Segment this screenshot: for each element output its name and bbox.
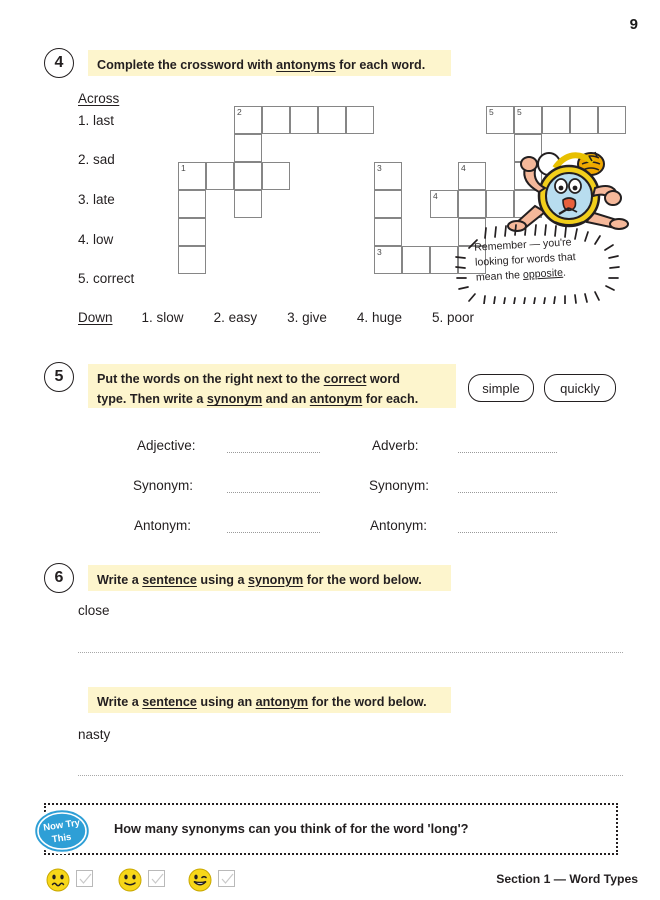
across-clue-2-word: sad bbox=[93, 152, 115, 167]
crossword-cell-number: 4 bbox=[433, 191, 438, 201]
down-heading: Down bbox=[78, 310, 113, 325]
question-5-instruction bbox=[88, 364, 456, 408]
crossword-cell-r0-c2[interactable] bbox=[234, 106, 262, 134]
q5-l1-keyword: correct bbox=[323, 372, 367, 386]
crossword-cell-r0-c6[interactable] bbox=[346, 106, 374, 134]
across-heading: Across bbox=[78, 91, 120, 106]
tickbox-happy-wink[interactable] bbox=[218, 870, 235, 887]
down-clue-5-number: 5. bbox=[432, 310, 444, 325]
crossword-cell-r3-c7[interactable] bbox=[374, 190, 402, 218]
crossword-cell-number: 4 bbox=[461, 163, 466, 173]
answer-line-antonym-right[interactable] bbox=[458, 532, 557, 533]
now-try-this-box bbox=[44, 803, 618, 855]
down-clue-2-word: easy bbox=[228, 310, 258, 325]
remember-line-3-post: . bbox=[562, 266, 567, 279]
down-clue-4-number: 4. bbox=[356, 310, 369, 325]
label-adverb: Adverb: bbox=[372, 438, 419, 453]
crossword-cell-r4-c0[interactable] bbox=[178, 218, 206, 246]
q6-p1-c: for the word below. bbox=[303, 573, 422, 587]
down-clue-1 bbox=[142, 310, 184, 325]
crossword-cell-number: 1 bbox=[181, 163, 186, 173]
section-label: Section 1 — Word Types bbox=[496, 872, 638, 886]
crossword-cell-r2-c0[interactable] bbox=[178, 162, 206, 190]
crossword-cell-r0-c13[interactable] bbox=[542, 106, 570, 134]
crossword-cell-r3-c10[interactable] bbox=[458, 190, 486, 218]
q6-p1-keyword-1: sentence bbox=[142, 573, 197, 587]
crossword-cell-r2-c2[interactable] bbox=[234, 162, 262, 190]
question-4-number: 4 bbox=[44, 48, 74, 78]
down-clue-1-number: 1. bbox=[141, 310, 153, 325]
badge-line-2-text: This bbox=[51, 831, 73, 846]
crossword-cell-number: 3 bbox=[377, 163, 382, 173]
across-clue-4-word: low bbox=[93, 232, 114, 247]
q4-instruction-pre: Complete the crossword with bbox=[97, 58, 277, 72]
question-4-instruction bbox=[88, 50, 451, 76]
down-clue-3-number: 3. bbox=[287, 310, 299, 325]
q5-instruction-line-1 bbox=[97, 369, 447, 389]
down-clue-row bbox=[78, 310, 474, 325]
q6-answer-line-1[interactable] bbox=[78, 652, 623, 653]
crossword-cell-r5-c8[interactable] bbox=[402, 246, 430, 274]
down-clue-5 bbox=[432, 310, 474, 325]
question-6-instruction-antonym bbox=[88, 687, 451, 713]
running-clock-mascot-icon bbox=[505, 148, 633, 236]
crossword-cell-r0-c3[interactable] bbox=[262, 106, 290, 134]
crossword-cell-r5-c0[interactable] bbox=[178, 246, 206, 274]
page-number: 9 bbox=[629, 16, 638, 33]
q6-answer-line-2[interactable] bbox=[78, 775, 623, 776]
across-clue-3 bbox=[78, 192, 115, 207]
down-clue-1-word: slow bbox=[156, 310, 184, 325]
label-synonym-right: Synonym: bbox=[369, 478, 430, 493]
check-icon bbox=[221, 873, 234, 886]
crossword-cell-r2-c3[interactable] bbox=[262, 162, 290, 190]
question-6-instruction-synonym bbox=[88, 565, 451, 591]
crossword-cell-r1-c2[interactable] bbox=[234, 134, 262, 162]
down-clue-5-word: poor bbox=[447, 310, 475, 325]
label-adjective: Adjective: bbox=[137, 438, 196, 453]
q4-instruction-keyword: antonyms bbox=[276, 58, 336, 72]
across-clue-1-word: last bbox=[93, 113, 115, 128]
crossword-cell-r2-c1[interactable] bbox=[206, 162, 234, 190]
crossword-cell-r0-c12[interactable] bbox=[514, 106, 542, 134]
tickbox-neutral[interactable] bbox=[148, 870, 165, 887]
remember-line-1: Remember — you're bbox=[473, 236, 572, 254]
across-clue-4 bbox=[78, 232, 113, 247]
crossword-cell-r0-c15[interactable] bbox=[598, 106, 626, 134]
label-antonym-right: Antonym: bbox=[370, 518, 428, 533]
down-clue-3-word: give bbox=[302, 310, 327, 325]
crossword-cell-r0-c4[interactable] bbox=[290, 106, 318, 134]
badge-line-1-text: Now Try bbox=[42, 817, 81, 834]
across-clue-3-number: 3. bbox=[78, 192, 90, 207]
now-try-this-badge bbox=[32, 808, 92, 854]
remember-speech-bubble bbox=[455, 224, 627, 304]
now-try-this-text: How many synonyms can you think of for the word 'long'? bbox=[114, 821, 469, 836]
crossword-cell-r0-c5[interactable] bbox=[318, 106, 346, 134]
answer-line-antonym-left[interactable] bbox=[227, 532, 320, 533]
q6-word-nasty: nasty bbox=[78, 727, 111, 742]
remember-line-2: looking for words that bbox=[474, 251, 576, 269]
answer-line-adverb[interactable] bbox=[458, 452, 557, 453]
across-clue-1 bbox=[78, 113, 114, 128]
crossword-cell-number: 5 bbox=[517, 107, 522, 117]
crossword-cell-number: 3 bbox=[377, 247, 382, 257]
label-synonym-left: Synonym: bbox=[133, 478, 194, 493]
check-icon bbox=[79, 873, 92, 886]
q5-l2-keyword-2: antonym bbox=[309, 392, 363, 407]
across-clue-1-number: 1. bbox=[78, 113, 90, 128]
q6-word-close: close bbox=[78, 603, 110, 618]
word-pill-quickly[interactable]: quickly bbox=[544, 374, 616, 402]
q6-p2-a: Write a bbox=[97, 695, 143, 709]
q5-l2-keyword-1: synonym bbox=[206, 392, 263, 407]
down-clue-3 bbox=[287, 310, 327, 325]
q6-p1-b: using a bbox=[196, 573, 248, 587]
smiley-neutral[interactable] bbox=[118, 868, 142, 897]
q5-l2-b: and an bbox=[262, 392, 310, 407]
across-clue-5-number: 5. bbox=[78, 271, 90, 286]
crossword-cell-r4-c7[interactable] bbox=[374, 218, 402, 246]
label-antonym-left: Antonym: bbox=[134, 518, 192, 533]
q6-p2-b: using an bbox=[196, 695, 256, 709]
down-clue-4-word: huge bbox=[371, 310, 402, 325]
across-clue-3-word: late bbox=[93, 192, 115, 207]
crossword-cell-r0-c14[interactable] bbox=[570, 106, 598, 134]
q5-l1-b: word bbox=[366, 372, 400, 386]
across-clue-2 bbox=[78, 152, 115, 167]
across-clue-5-word: correct bbox=[93, 271, 135, 286]
tickbox-sad[interactable] bbox=[76, 870, 93, 887]
down-clue-2-number: 2. bbox=[213, 310, 225, 325]
crossword-cell-r3-c0[interactable] bbox=[178, 190, 206, 218]
crossword-cell-r3-c2[interactable] bbox=[234, 190, 262, 218]
q5-instruction-line-2 bbox=[97, 389, 447, 409]
remember-line-3-pre: mean the bbox=[475, 269, 524, 284]
crossword-cell-r2-c7[interactable] bbox=[374, 162, 402, 190]
q4-instruction-post: for each word. bbox=[335, 58, 426, 72]
crossword-cell-number: 2 bbox=[237, 107, 242, 117]
q5-l1-a: Put the words on the right next to the bbox=[97, 372, 324, 386]
down-clue-2 bbox=[214, 310, 258, 325]
smiley-happy-wink[interactable] bbox=[188, 868, 212, 897]
q6-p2-c: for the word below. bbox=[308, 695, 427, 709]
question-6-number: 6 bbox=[44, 563, 74, 593]
word-pill-simple[interactable]: simple bbox=[468, 374, 534, 402]
crossword-cell-r3-c9[interactable] bbox=[430, 190, 458, 218]
smiley-sad[interactable] bbox=[46, 868, 70, 897]
across-clue-2-number: 2. bbox=[78, 152, 90, 167]
crossword-cell-r2-c10[interactable] bbox=[458, 162, 486, 190]
answer-line-synonym-left[interactable] bbox=[227, 492, 320, 493]
q5-l2-c: for each. bbox=[362, 392, 419, 407]
across-clue-4-number: 4. bbox=[78, 232, 90, 247]
q5-l2-a: type. Then write a bbox=[97, 392, 207, 407]
remember-text bbox=[474, 233, 608, 285]
crossword-cell-r5-c9[interactable] bbox=[430, 246, 458, 274]
across-clue-5 bbox=[78, 271, 134, 286]
answer-line-synonym-right[interactable] bbox=[458, 492, 557, 493]
q6-p2-keyword-2: antonym bbox=[255, 695, 309, 709]
crossword-cell-number: 5 bbox=[489, 107, 494, 117]
q6-p1-keyword-2: synonym bbox=[247, 573, 304, 587]
question-5-number: 5 bbox=[44, 362, 74, 392]
q6-p1-a: Write a bbox=[97, 573, 143, 587]
crossword-cell-r5-c7[interactable] bbox=[374, 246, 402, 274]
remember-line-3-keyword: opposite bbox=[522, 266, 564, 282]
answer-line-adjective[interactable] bbox=[227, 452, 320, 453]
q6-p2-keyword-1: sentence bbox=[142, 695, 197, 709]
down-clue-4 bbox=[357, 310, 402, 325]
crossword-cell-r0-c11[interactable] bbox=[486, 106, 514, 134]
check-icon bbox=[151, 873, 164, 886]
